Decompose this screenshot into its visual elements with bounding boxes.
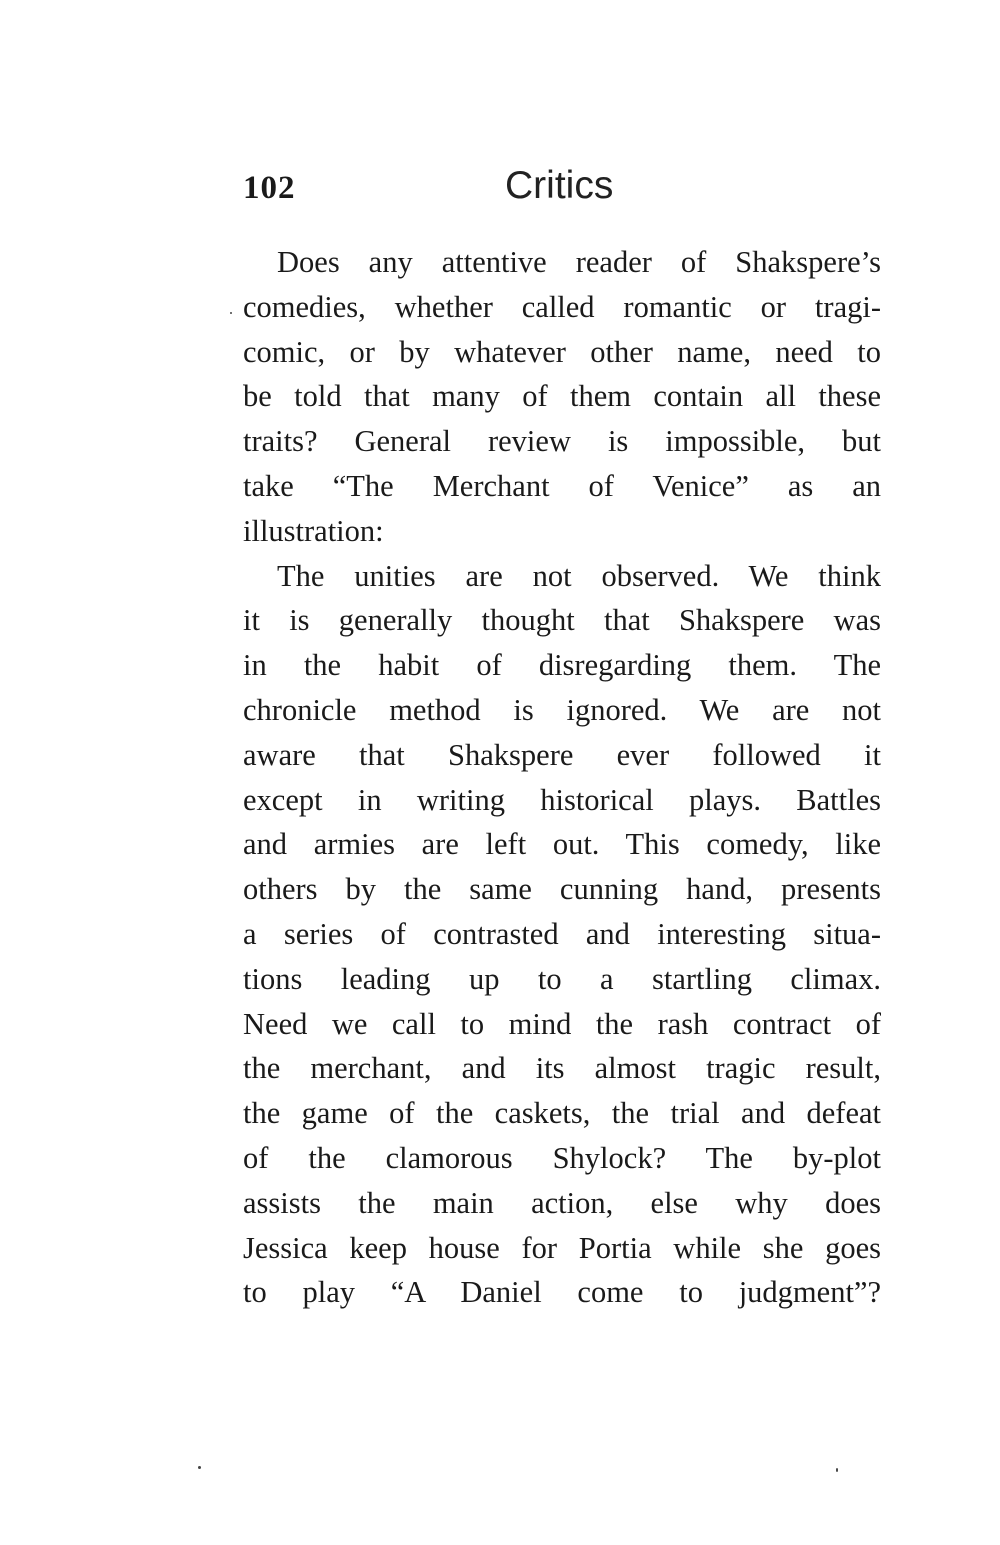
text-line: comic, or by whatever other name, need to <box>243 334 881 369</box>
running-title: Critics <box>505 164 614 207</box>
text-line: The unities are not observed. We think <box>277 558 881 593</box>
text-line: of the clamorous Shylock? The by-plot <box>243 1140 881 1175</box>
text-line: assists the main action, else why does <box>243 1185 881 1220</box>
text-line: take “The Merchant of Venice” as an <box>243 468 881 503</box>
text-line: a series of contrasted and interesting situa- <box>243 916 881 951</box>
scan-speck <box>230 312 232 314</box>
text-line: in the habit of disregarding them. The <box>243 648 881 683</box>
text-line: chronicle method is ignored. We are not <box>243 692 881 727</box>
text-line: traits? General review is impossible, but <box>243 424 881 459</box>
scan-speck <box>198 1466 201 1469</box>
text-line: be told that many of them contain all these <box>243 379 881 414</box>
text-line: the merchant, and its almost tragic result, <box>243 1051 881 1086</box>
text-line: and armies are left out. This comedy, like <box>243 827 881 862</box>
text-line: Does any attentive reader of Shakspere’s <box>277 245 881 279</box>
text-line: the game of the caskets, the trial and defeat <box>243 1096 881 1131</box>
text-line: illustration: <box>243 513 384 548</box>
text-line: to play “A Daniel come to judgment”? <box>243 1275 881 1310</box>
body-text <box>243 240 881 1315</box>
text-line: Need we call to mind the rash contract of <box>243 1006 881 1041</box>
text-line: except in writing historical plays. Battles <box>243 782 881 817</box>
text-line: Jessica keep house for Portia while she goes <box>243 1230 881 1265</box>
text-line: tions leading up to a startling climax. <box>243 961 881 996</box>
scan-speck <box>836 1468 838 1472</box>
text-line: comedies, whether called romantic or tragi- <box>243 289 881 324</box>
text-line: others by the same cunning hand, presents <box>243 872 881 907</box>
text-line: aware that Shakspere ever followed it <box>243 737 881 772</box>
text-line: it is generally thought that Shakspere was <box>243 603 881 638</box>
page-number: 102 <box>243 170 296 206</box>
